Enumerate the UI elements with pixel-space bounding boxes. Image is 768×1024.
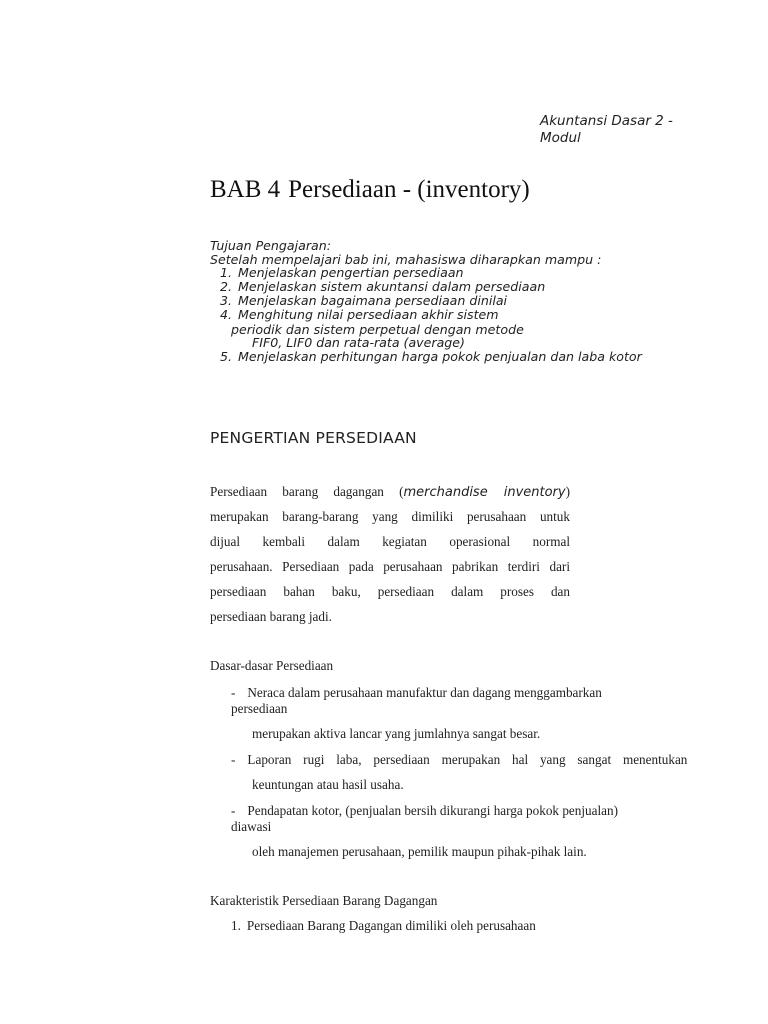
bullet-text: Pendapatan kotor, (penjualan bersih dikurangi harga pokok penjualan) bbox=[247, 803, 618, 818]
objective-item bbox=[210, 350, 642, 365]
objective-text: Menjelaskan pengertian persediaan bbox=[238, 265, 464, 280]
paragraph-line: persediaan barang jadi. bbox=[210, 609, 332, 624]
objective-number: 5. bbox=[219, 349, 232, 364]
objective-text: Menghitung nilai persediaan akhir sistem bbox=[238, 307, 499, 322]
subsection-heading: Karakteristik Persediaan Barang Dagangan bbox=[210, 893, 438, 908]
objectives-intro: Setelah mempelajari bab ini, mahasiswa diharapkan mampu : bbox=[210, 252, 602, 267]
objective-text: Menjelaskan bagaimana persediaan dinilai bbox=[238, 293, 508, 308]
paragraph-line: perusahaan. Persediaan pada perusahaan pabrikan terdiri dari bbox=[210, 559, 570, 574]
paragraph-text: ) bbox=[565, 484, 570, 499]
bullet-text-wrap: persediaan bbox=[231, 701, 288, 716]
objective-item bbox=[210, 308, 499, 323]
objectives-heading: Tujuan Pengajaran: bbox=[210, 238, 331, 253]
bullet-dash: - bbox=[231, 752, 236, 767]
paragraph-line: merupakan barang-barang yang dimiliki perusahaan untuk bbox=[210, 509, 570, 524]
bullet-item bbox=[231, 685, 602, 701]
bullet-text: Laporan rugi laba, persediaan merupakan hal yang sangat menentukan bbox=[247, 752, 688, 767]
paragraph-emphasis: merchandise inventory bbox=[403, 485, 566, 500]
header-note-line2: Modul bbox=[540, 130, 581, 146]
bullet-text-wrap: diawasi bbox=[231, 819, 272, 834]
item-number: 1. bbox=[231, 918, 241, 933]
paragraph-text: Persediaan barang dagangan ( bbox=[210, 484, 404, 499]
bullet-dash: - bbox=[231, 685, 236, 700]
bullet-dash: - bbox=[231, 803, 236, 818]
chapter-title: Persediaan - (inventory) bbox=[288, 176, 530, 203]
header-note bbox=[540, 113, 673, 147]
page-title bbox=[210, 176, 530, 204]
numbered-item bbox=[231, 918, 536, 934]
objective-text-continued: periodik dan sistem perpetual dengan metode bbox=[231, 322, 524, 337]
bullet-item bbox=[231, 752, 687, 768]
objective-text: Menjelaskan perhitungan harga pokok penjualan dan laba kotor bbox=[238, 349, 642, 364]
objective-text-continued: FIF0, LIF0 dan rata-rata (average) bbox=[252, 335, 465, 350]
bullet-item bbox=[231, 803, 618, 819]
bullet-text-continued: oleh manajemen perusahaan, pemilik maupun pihak-pihak lain. bbox=[252, 844, 587, 859]
paragraph-line: persediaan bahan baku, persediaan dalam proses dan bbox=[210, 584, 570, 599]
subsection-heading: Dasar-dasar Persediaan bbox=[210, 658, 334, 673]
section-heading: PENGERTIAN PERSEDIAAN bbox=[210, 429, 417, 447]
bullet-text-continued: merupakan aktiva lancar yang jumlahnya sangat besar. bbox=[252, 726, 541, 741]
objective-number: 1. bbox=[219, 265, 232, 280]
chapter-label: BAB 4 bbox=[210, 176, 281, 203]
objective-number: 2. bbox=[219, 279, 232, 294]
objective-text: Menjelaskan sistem akuntansi dalam persediaan bbox=[238, 279, 546, 294]
objective-number: 4. bbox=[219, 307, 232, 322]
objective-number: 3. bbox=[219, 293, 232, 308]
paragraph-line: dijual kembali dalam kegiatan operasional normal bbox=[210, 534, 570, 549]
bullet-text: Neraca dalam perusahaan manufaktur dan dagang menggambarkan bbox=[247, 685, 602, 700]
paragraph-line bbox=[210, 484, 570, 500]
bullet-text-continued: keuntungan atau hasil usaha. bbox=[252, 777, 404, 792]
header-note-line1: Akuntansi Dasar 2 - bbox=[540, 113, 673, 129]
item-text: Persediaan Barang Dagangan dimiliki oleh perusahaan bbox=[246, 918, 536, 933]
